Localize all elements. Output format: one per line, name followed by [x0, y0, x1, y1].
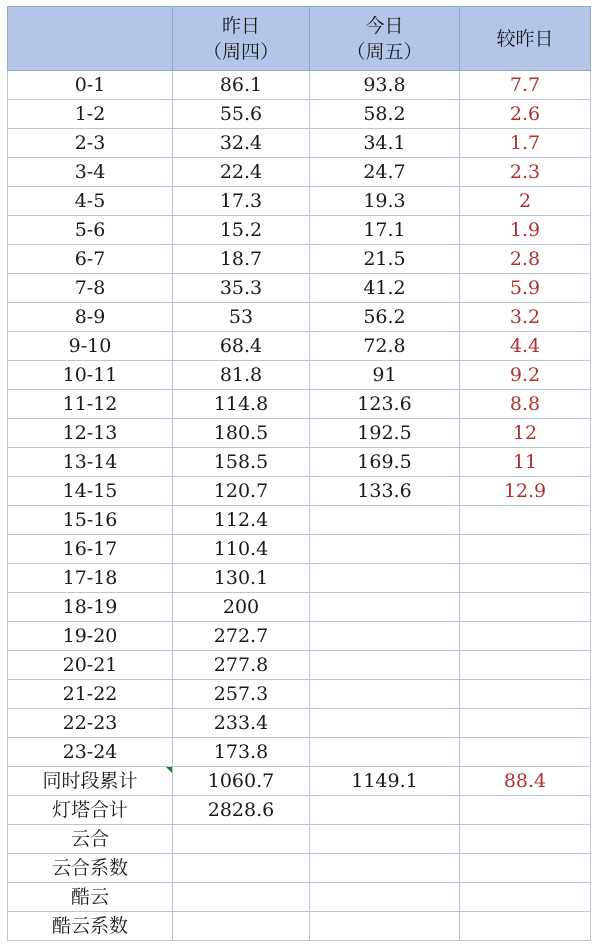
today-value-cell[interactable] [310, 680, 460, 709]
header-row [8, 7, 591, 71]
row-label-cell[interactable]: 6-7 [8, 245, 173, 274]
diff-value-cell[interactable] [460, 535, 591, 564]
row-label-cell[interactable]: 4-5 [8, 187, 173, 216]
row-label-cell[interactable]: 云合 [8, 825, 173, 854]
row-label-cell[interactable]: 14-15 [8, 477, 173, 506]
row-label-cell[interactable]: 10-11 [8, 361, 173, 390]
yesterday-value-cell[interactable]: 68.4 [173, 332, 310, 361]
diff-value-cell[interactable]: 5.9 [460, 274, 591, 303]
table-row [8, 477, 591, 506]
table-row [8, 738, 591, 767]
yesterday-value-cell[interactable] [173, 912, 310, 941]
table-row [8, 912, 591, 941]
row-label-cell[interactable]: 灯塔合计 [8, 796, 173, 825]
diff-value-cell[interactable] [460, 796, 591, 825]
row-label-cell[interactable]: 9-10 [8, 332, 173, 361]
diff-value-cell[interactable] [460, 883, 591, 912]
yesterday-value-cell[interactable]: 158.5 [173, 448, 310, 477]
today-value-cell[interactable] [310, 912, 460, 941]
row-label-cell[interactable]: 8-9 [8, 303, 173, 332]
diff-value-cell[interactable] [460, 651, 591, 680]
yesterday-value-cell[interactable]: 130.1 [173, 564, 310, 593]
today-value-cell[interactable]: 123.6 [310, 390, 460, 419]
table-row [8, 593, 591, 622]
table-row [8, 506, 591, 535]
diff-value-cell[interactable]: 2.6 [460, 100, 591, 129]
yesterday-value-cell[interactable] [173, 825, 310, 854]
row-label-cell[interactable]: 酷云 [8, 883, 173, 912]
diff-value-cell[interactable]: 7.7 [460, 71, 591, 100]
yesterday-value-cell[interactable] [173, 883, 310, 912]
diff-value-cell[interactable]: 8.8 [460, 390, 591, 419]
header-today-weekday: （周五） [346, 40, 423, 63]
row-label-cell[interactable]: 云合系数 [8, 854, 173, 883]
yesterday-value-cell[interactable]: 17.3 [173, 187, 310, 216]
table-row [8, 825, 591, 854]
row-label-cell[interactable]: 同时段累计 [8, 767, 173, 796]
header-yesterday-weekday: （周四） [202, 40, 279, 63]
yesterday-value-cell[interactable]: 180.5 [173, 419, 310, 448]
yesterday-value-cell[interactable]: 86.1 [173, 71, 310, 100]
yesterday-value-cell[interactable]: 257.3 [173, 680, 310, 709]
table-row [8, 651, 591, 680]
row-label-cell[interactable]: 3-4 [8, 158, 173, 187]
row-label-cell[interactable]: 16-17 [8, 535, 173, 564]
diff-value-cell[interactable] [460, 506, 591, 535]
yesterday-value-cell[interactable]: 114.8 [173, 390, 310, 419]
today-value-cell[interactable] [310, 535, 460, 564]
today-value-cell[interactable]: 17.1 [310, 216, 460, 245]
diff-value-cell[interactable]: 88.4 [460, 767, 591, 796]
row-label-cell[interactable]: 22-23 [8, 709, 173, 738]
today-value-cell[interactable]: 192.5 [310, 419, 460, 448]
today-value-cell[interactable]: 1149.1 [310, 767, 460, 796]
table-row [8, 129, 591, 158]
today-value-cell[interactable]: 24.7 [310, 158, 460, 187]
table-row [8, 100, 591, 129]
row-label-cell[interactable]: 1-2 [8, 100, 173, 129]
today-value-cell[interactable]: 34.1 [310, 129, 460, 158]
table-row [8, 535, 591, 564]
row-label-cell[interactable]: 20-21 [8, 651, 173, 680]
yesterday-value-cell[interactable]: 2828.6 [173, 796, 310, 825]
yesterday-value-cell[interactable]: 81.8 [173, 361, 310, 390]
diff-value-cell[interactable] [460, 709, 591, 738]
table-row [8, 796, 591, 825]
today-value-cell[interactable]: 93.8 [310, 71, 460, 100]
row-label-cell[interactable]: 19-20 [8, 622, 173, 651]
table-row [8, 709, 591, 738]
table-row [8, 419, 591, 448]
today-value-cell[interactable]: 58.2 [310, 100, 460, 129]
header-yesterday-cell[interactable] [173, 7, 310, 71]
yesterday-value-cell[interactable]: 18.7 [173, 245, 310, 274]
row-label-cell[interactable]: 0-1 [8, 71, 173, 100]
row-label-cell[interactable]: 17-18 [8, 564, 173, 593]
diff-value-cell[interactable] [460, 854, 591, 883]
yesterday-value-cell[interactable]: 277.8 [173, 651, 310, 680]
diff-value-cell[interactable] [460, 825, 591, 854]
diff-value-cell[interactable] [460, 738, 591, 767]
yesterday-value-cell[interactable]: 35.3 [173, 274, 310, 303]
today-value-cell[interactable]: 41.2 [310, 274, 460, 303]
table-row [8, 245, 591, 274]
header-today-cell[interactable] [310, 7, 460, 71]
row-label-cell[interactable]: 13-14 [8, 448, 173, 477]
yesterday-value-cell[interactable]: 112.4 [173, 506, 310, 535]
today-value-cell[interactable] [310, 651, 460, 680]
today-value-cell[interactable] [310, 622, 460, 651]
diff-value-cell[interactable] [460, 564, 591, 593]
today-value-cell[interactable] [310, 593, 460, 622]
yesterday-value-cell[interactable]: 15.2 [173, 216, 310, 245]
yesterday-value-cell[interactable]: 120.7 [173, 477, 310, 506]
yesterday-value-cell[interactable]: 22.4 [173, 158, 310, 187]
header-yesterday-title: 昨日 [221, 14, 260, 37]
diff-value-cell[interactable]: 4.4 [460, 332, 591, 361]
row-label-cell[interactable]: 23-24 [8, 738, 173, 767]
row-label-cell[interactable]: 酷云系数 [8, 912, 173, 941]
table-row [8, 187, 591, 216]
today-value-cell[interactable] [310, 796, 460, 825]
diff-value-cell[interactable]: 1.9 [460, 216, 591, 245]
header-today-title: 今日 [365, 14, 404, 37]
table-row [8, 71, 591, 100]
cell-error-indicator [166, 767, 172, 773]
diff-value-cell[interactable]: 2 [460, 187, 591, 216]
header-corner-cell[interactable] [8, 7, 173, 71]
yesterday-value-cell[interactable]: 110.4 [173, 535, 310, 564]
diff-value-cell[interactable] [460, 593, 591, 622]
today-value-cell[interactable]: 19.3 [310, 187, 460, 216]
data-table [7, 6, 591, 941]
table-row [8, 274, 591, 303]
today-value-cell[interactable] [310, 825, 460, 854]
diff-value-cell[interactable]: 1.7 [460, 129, 591, 158]
row-label-cell[interactable]: 12-13 [8, 419, 173, 448]
row-label-cell[interactable]: 18-19 [8, 593, 173, 622]
diff-value-cell[interactable] [460, 622, 591, 651]
today-value-cell[interactable] [310, 564, 460, 593]
table-row [8, 361, 591, 390]
diff-value-cell[interactable]: 9.2 [460, 361, 591, 390]
diff-value-cell[interactable]: 12 [460, 419, 591, 448]
table-row [8, 622, 591, 651]
diff-value-cell[interactable] [460, 680, 591, 709]
yesterday-value-cell[interactable]: 272.7 [173, 622, 310, 651]
table-row [8, 564, 591, 593]
yesterday-value-cell[interactable]: 200 [173, 593, 310, 622]
yesterday-value-cell[interactable]: 233.4 [173, 709, 310, 738]
row-label-cell[interactable]: 11-12 [8, 390, 173, 419]
today-value-cell[interactable] [310, 854, 460, 883]
yesterday-value-cell[interactable]: 53 [173, 303, 310, 332]
diff-value-cell[interactable]: 3.2 [460, 303, 591, 332]
today-value-cell[interactable] [310, 883, 460, 912]
table-row [8, 216, 591, 245]
diff-value-cell[interactable] [460, 912, 591, 941]
yesterday-value-cell[interactable] [173, 854, 310, 883]
today-value-cell[interactable]: 56.2 [310, 303, 460, 332]
table-row [8, 390, 591, 419]
header-diff-cell[interactable]: 较昨日 [460, 7, 591, 71]
diff-value-cell[interactable]: 2.3 [460, 158, 591, 187]
diff-value-cell[interactable]: 11 [460, 448, 591, 477]
yesterday-value-cell[interactable]: 1060.7 [173, 767, 310, 796]
table-row [8, 680, 591, 709]
today-value-cell[interactable]: 72.8 [310, 332, 460, 361]
row-label-cell[interactable]: 21-22 [8, 680, 173, 709]
today-value-cell[interactable]: 91 [310, 361, 460, 390]
today-value-cell[interactable]: 169.5 [310, 448, 460, 477]
yesterday-value-cell[interactable]: 55.6 [173, 100, 310, 129]
table-row [8, 158, 591, 187]
table-row [8, 767, 591, 796]
today-value-cell[interactable]: 133.6 [310, 477, 460, 506]
diff-value-cell[interactable]: 12.9 [460, 477, 591, 506]
diff-value-cell[interactable]: 2.8 [460, 245, 591, 274]
row-label-cell[interactable]: 15-16 [8, 506, 173, 535]
table-row [8, 883, 591, 912]
today-value-cell[interactable]: 21.5 [310, 245, 460, 274]
row-label-cell[interactable]: 5-6 [8, 216, 173, 245]
yesterday-value-cell[interactable]: 173.8 [173, 738, 310, 767]
table-row [8, 303, 591, 332]
table-row [8, 854, 591, 883]
yesterday-value-cell[interactable]: 32.4 [173, 129, 310, 158]
table-row [8, 332, 591, 361]
today-value-cell[interactable] [310, 738, 460, 767]
today-value-cell[interactable] [310, 506, 460, 535]
row-label-cell[interactable]: 7-8 [8, 274, 173, 303]
table-row [8, 448, 591, 477]
row-label-cell[interactable]: 2-3 [8, 129, 173, 158]
today-value-cell[interactable] [310, 709, 460, 738]
